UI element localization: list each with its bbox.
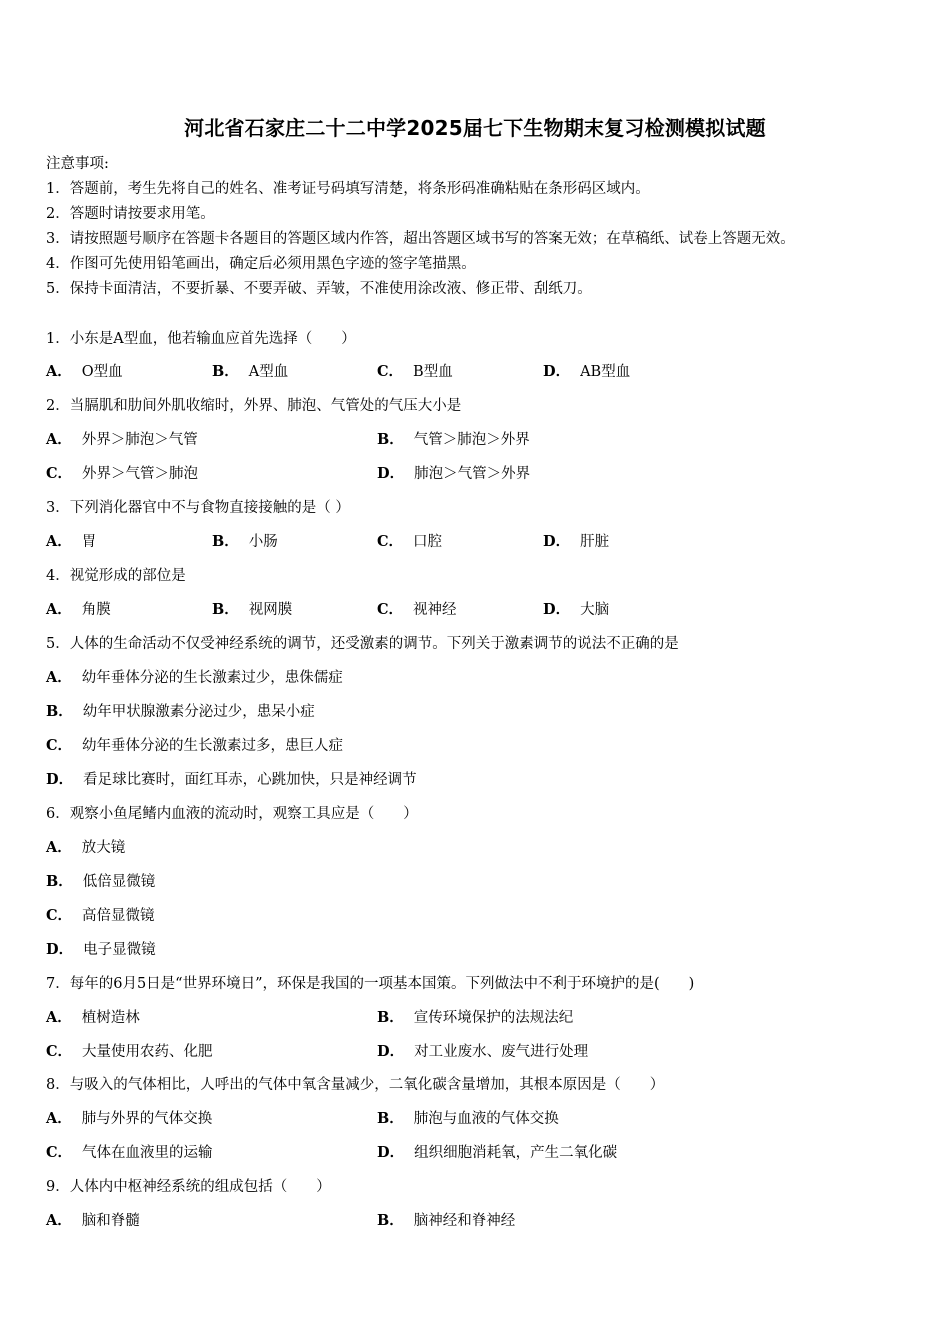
option-label: B． [377, 1009, 404, 1026]
option-label: A． [46, 601, 72, 618]
option-label: A． [46, 1212, 72, 1229]
option [46, 836, 125, 857]
option [377, 1040, 588, 1061]
option [46, 1141, 213, 1162]
question-stem: 1．小东是A型血，他若输血应首先选择（ ） [46, 331, 356, 347]
option [46, 1040, 213, 1061]
option-text: 角膜 [81, 602, 111, 618]
option [46, 1006, 140, 1027]
option-text: 气体在血液里的运输 [82, 1145, 213, 1161]
question-stem: 5．人体的生命活动不仅受神经系统的调节，还受激素的调节。下列关于激素调节的说法不正确的是 [46, 636, 679, 652]
option-text: 宣传环境保护的法规法纪 [413, 1010, 574, 1026]
option-label: A． [46, 431, 72, 448]
option [46, 462, 198, 483]
option-text: 脑神经和脊神经 [413, 1213, 516, 1229]
option [46, 734, 343, 755]
option-text: 胃 [81, 534, 97, 550]
option [377, 428, 530, 449]
option-text: A型血 [248, 364, 289, 380]
option [212, 598, 292, 619]
option [46, 666, 343, 687]
option-label: C． [377, 601, 404, 618]
option-label: B． [212, 601, 239, 618]
question-stem: 3．下列消化器官中不与食物直接接触的是（ ） [46, 500, 350, 516]
option-text: 组织细胞消耗氧，产生二氧化碳 [414, 1145, 618, 1161]
question-stem: 2．当膈肌和肋间外肌收缩时，外界、肺泡、气管处的气压大小是 [46, 398, 462, 414]
option-text: 放大镜 [81, 840, 126, 856]
option [543, 360, 630, 381]
option-label: A． [46, 669, 72, 686]
option-label: D． [377, 465, 405, 482]
option [377, 1209, 515, 1230]
option-label: C． [46, 465, 73, 482]
option-label: D． [543, 601, 571, 618]
option-text: 小肠 [248, 534, 278, 550]
option-text: 植树造林 [81, 1010, 140, 1026]
option-label: A． [46, 533, 72, 550]
notice-item: 4．作图可先使用铅笔画出，确定后必须用黑色字迹的签字笔描黑。 [46, 256, 476, 272]
option-label: C． [46, 1043, 73, 1060]
question-stem: 7．每年的6月5日是“世界环境日”，环保是我国的一项基本国策。下列做法中不利于环境护的是( ) [46, 976, 695, 992]
option-label: C． [46, 1144, 73, 1161]
option-label: D． [46, 941, 74, 958]
option-text: 外界＞肺泡＞气管 [81, 432, 198, 448]
option-label: C． [46, 737, 73, 754]
option-label: B． [46, 703, 73, 720]
option [46, 530, 96, 551]
notice-item: 3．请按照题号顺序在答题卡各题目的答题区域内作答，超出答题区域书写的答案无效；在草稿纸、试卷上答题无效。 [46, 231, 795, 247]
option-label: B． [377, 1212, 404, 1229]
option [377, 360, 453, 381]
question-stem: 8．与吸入的气体相比，人呼出的气体中氧含量减少，二氧化碳含量增加，其根本原因是（ ） [46, 1077, 665, 1093]
option-text: 幼年垂体分泌的生长激素过多，患巨人症 [82, 738, 344, 754]
option [377, 1141, 617, 1162]
option-label: B． [377, 431, 404, 448]
option [46, 700, 315, 721]
option [543, 530, 609, 551]
option-label: B． [212, 533, 239, 550]
option [212, 530, 278, 551]
option [46, 870, 155, 891]
option-text: 电子显微镜 [83, 942, 156, 958]
option-label: A． [46, 839, 72, 856]
option-label: A． [46, 1009, 72, 1026]
question-stem: 6．观察小鱼尾鳍内血液的流动时，观察工具应是（ ） [46, 806, 418, 822]
option-text: 高倍显微镜 [82, 908, 155, 924]
option-text: O型血 [81, 364, 123, 380]
option [543, 598, 609, 619]
option-text: 幼年甲状腺激素分泌过少，患呆小症 [82, 704, 315, 720]
option-label: D． [377, 1043, 405, 1060]
option-label: C． [377, 533, 404, 550]
option-label: D． [377, 1144, 405, 1161]
option-text: 大脑 [580, 602, 610, 618]
option [212, 360, 288, 381]
option-label: D． [543, 533, 571, 550]
option-text: AB型血 [580, 364, 631, 380]
option [46, 1209, 140, 1230]
option-text: 视神经 [413, 602, 457, 618]
option [377, 462, 530, 483]
page-title: 河北省石家庄二十二中学2025届七下生物期末复习检测模拟试题 [184, 116, 766, 140]
option [46, 428, 198, 449]
option-text: 气管＞肺泡＞外界 [413, 432, 530, 448]
question-stem: 9．人体内中枢神经系统的组成包括（ ） [46, 1179, 331, 1195]
notice-item: 5．保持卡面清洁，不要折暴、不要弄破、弄皱，不准使用涂改液、修正带、刮纸刀。 [46, 281, 592, 297]
option-label: B． [377, 1110, 404, 1127]
option-label: B． [46, 873, 73, 890]
notice-heading: 注意事项: [46, 156, 109, 172]
option-label: D． [543, 363, 571, 380]
option-label: A． [46, 363, 72, 380]
option-text: 对工业废水、废气进行处理 [414, 1044, 589, 1060]
option-text: 脑和脊髓 [81, 1213, 140, 1229]
option-text: 肺泡＞气管＞外界 [414, 466, 531, 482]
option-text: 视网膜 [248, 602, 293, 618]
option [377, 1107, 559, 1128]
option-label: C． [46, 907, 73, 924]
option-text: 低倍显微镜 [82, 874, 156, 890]
option-text: 外界＞气管＞肺泡 [82, 466, 199, 482]
option-text: 大量使用农药、化肥 [82, 1044, 213, 1060]
option [46, 768, 417, 789]
option-text: 肺与外界的气体交换 [81, 1111, 213, 1127]
option-text: B型血 [413, 364, 453, 380]
notice-item: 1．答题前，考生先将自己的姓名、准考证号码填写清楚，将条形码准确粘贴在条形码区域内。 [46, 181, 650, 197]
option-text: 幼年垂体分泌的生长激素过少，患侏儒症 [81, 670, 343, 686]
option [377, 530, 442, 551]
option-text: 肺泡与血液的气体交换 [413, 1111, 559, 1127]
option-label: D． [46, 771, 74, 788]
notice-item: 2．答题时请按要求用笔。 [46, 206, 215, 222]
option [377, 598, 457, 619]
option-label: C． [377, 363, 404, 380]
option-label: B． [212, 363, 239, 380]
option [46, 938, 156, 959]
option-text: 看足球比赛时，面红耳赤，心跳加快，只是神经调节 [83, 772, 417, 788]
option [46, 360, 123, 381]
question-stem: 4．视觉形成的部位是 [46, 568, 186, 584]
option-label: A． [46, 1110, 72, 1127]
option [46, 1107, 212, 1128]
option-text: 肝脏 [580, 534, 610, 550]
option [46, 904, 155, 925]
option [46, 598, 111, 619]
option-text: 口腔 [413, 534, 443, 550]
option [377, 1006, 573, 1027]
